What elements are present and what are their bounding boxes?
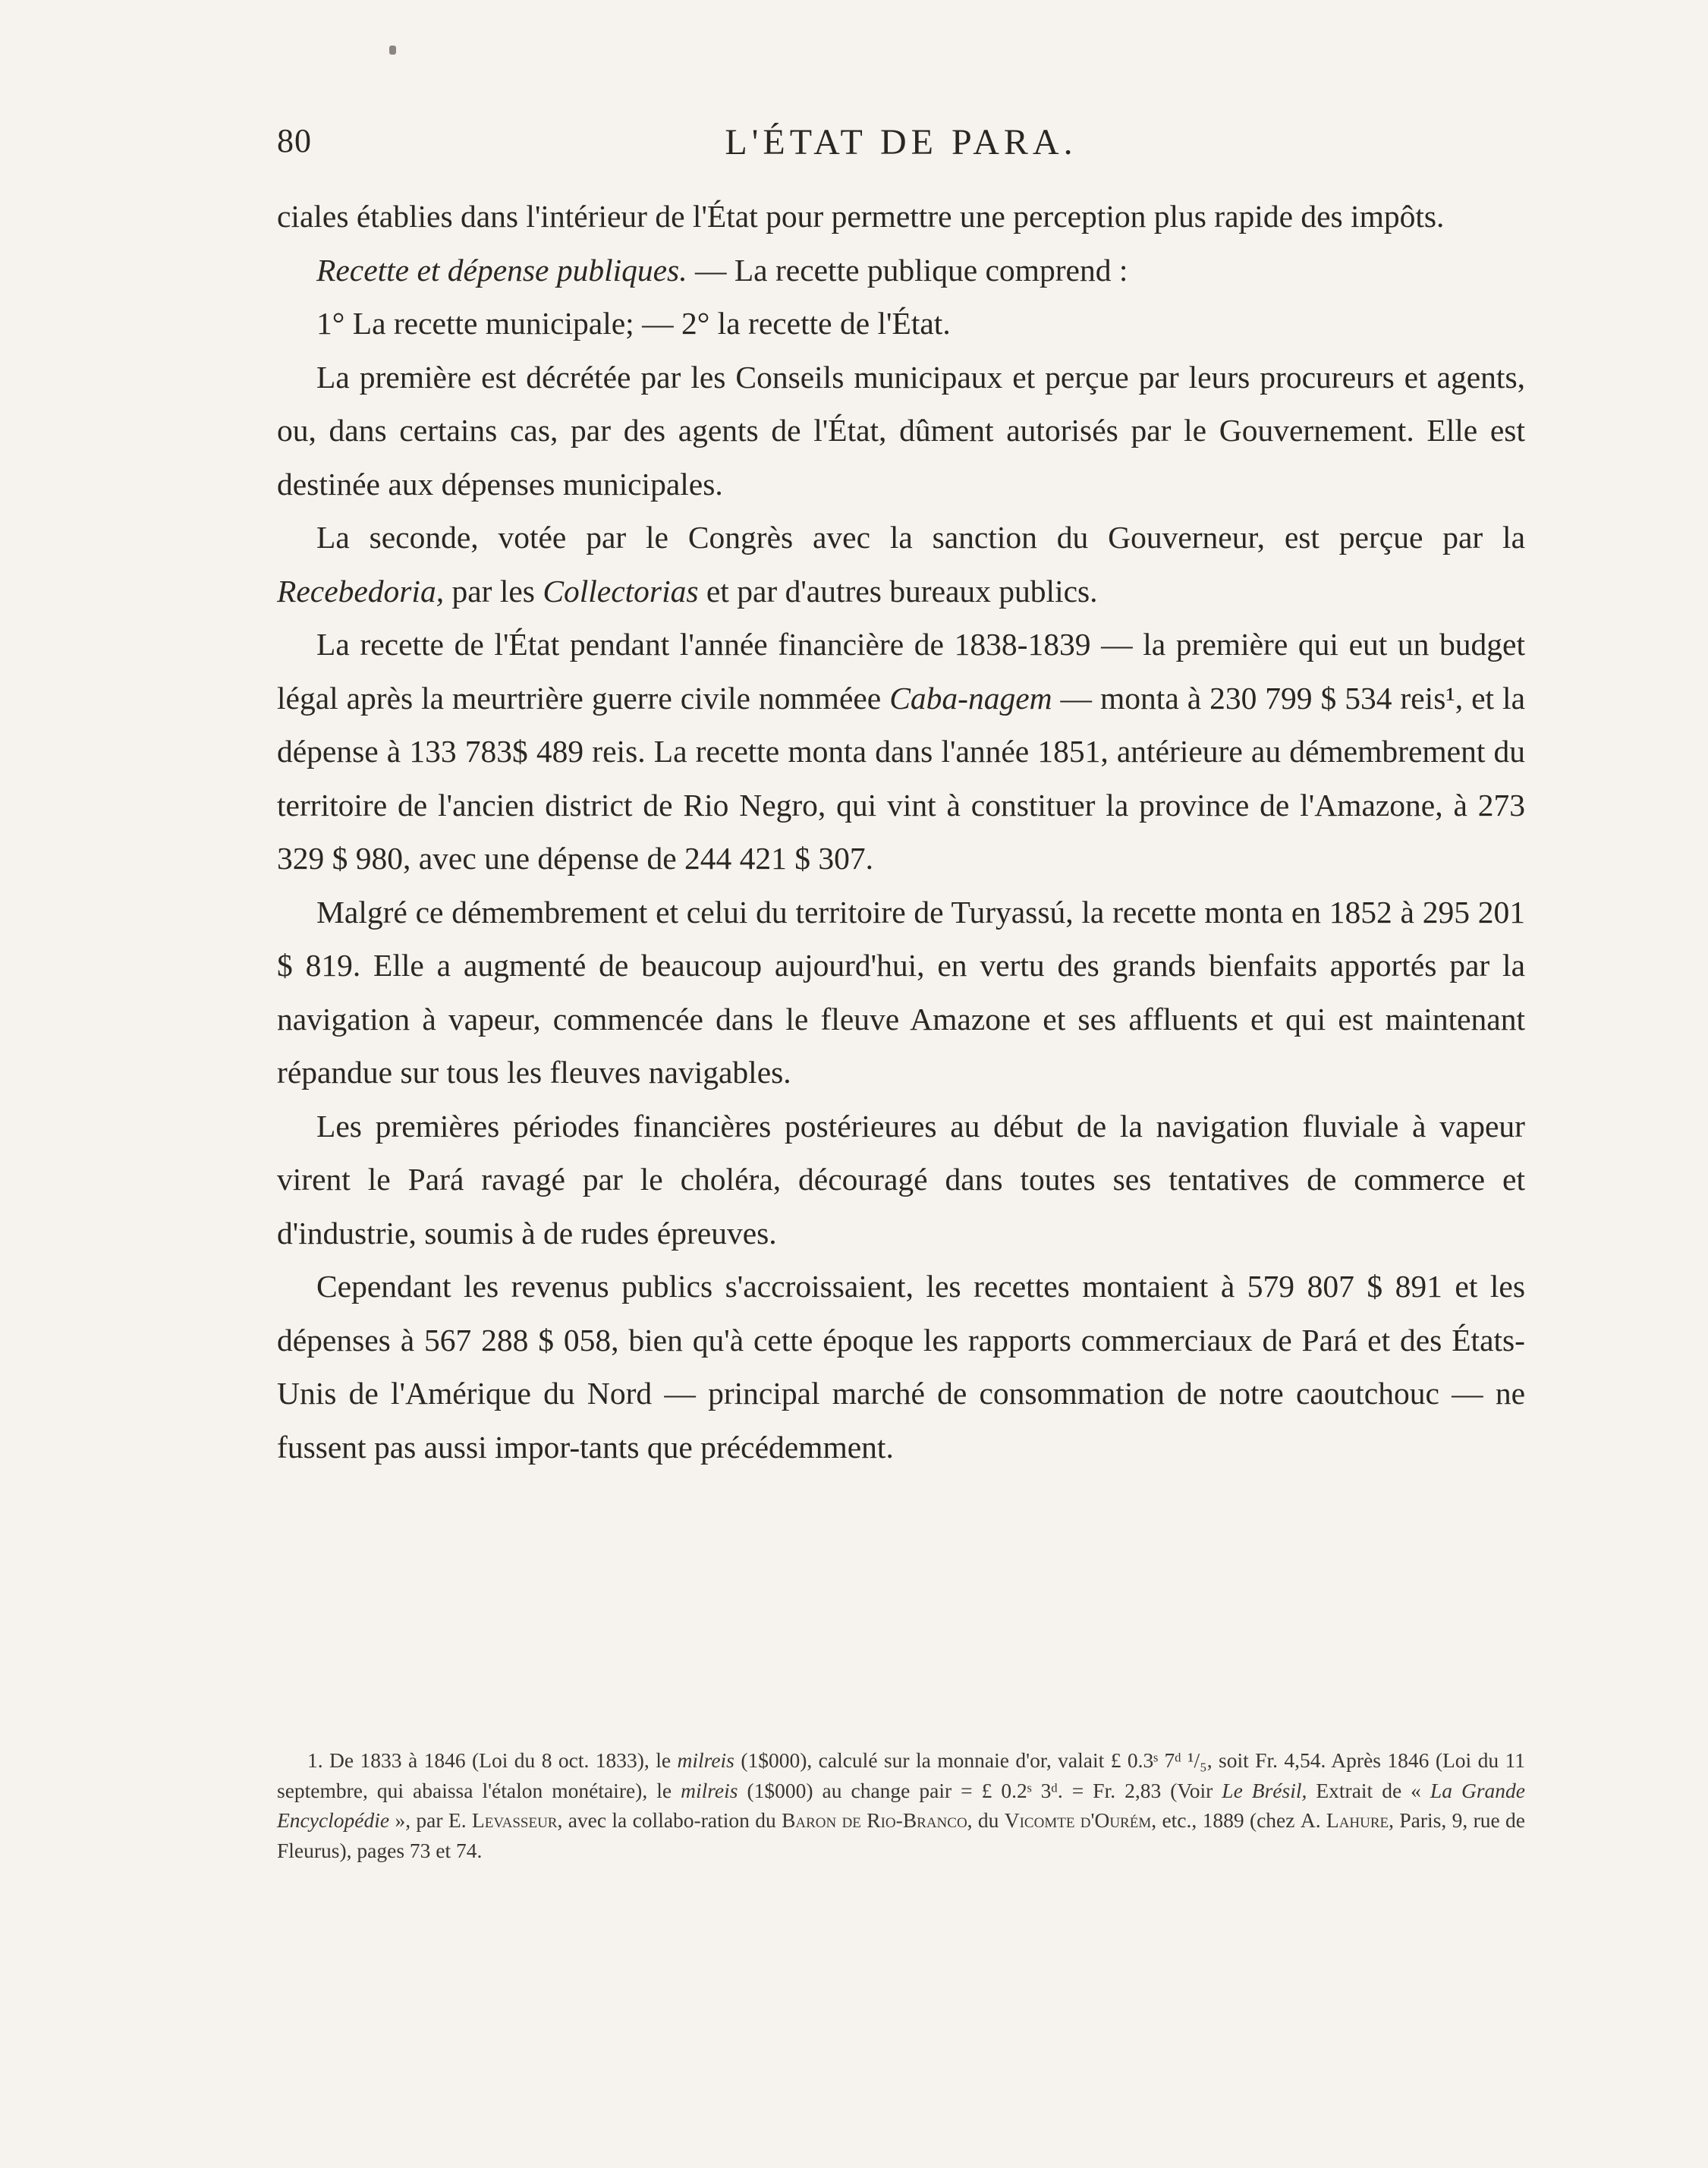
- footnotes: [277, 1745, 1525, 1865]
- paragraph: Malgré ce démembrement et celui du territoire de Turyassú, la recette monta en 1852 à 295 201 $ 819. Elle a augmenté de beaucoup aujourd'hui, en vertu des grands bienfaits apportés par la navigation à vapeur, commencée dans le fleuve Amazone et ses affluents et qui est maintenant répandue sur tous les fleuves navigables.: [277, 894, 1525, 1090]
- main-text: [277, 190, 1525, 1474]
- section-heading: Recette et dépense publiques.: [316, 252, 687, 288]
- text-run: , du: [967, 1808, 1005, 1832]
- ink-speck: [389, 46, 396, 55]
- text-run: par les: [444, 573, 543, 609]
- text-run: , Paris, 9, rue de Fleurus), pages 73 et 74.: [277, 1808, 1525, 1862]
- text-run: La recette de l'État pendant l'année financière de 1838-1839 — la première qui eut un budget légal après la meurtrière guerre civile nomméee: [277, 627, 1525, 716]
- italic-term: Collectorias: [543, 573, 699, 609]
- italic-term: La Grande Encyclopédie: [277, 1778, 1525, 1832]
- author-name: Vicomte d'Ourém: [1004, 1808, 1152, 1832]
- text-run: (1$000) au change pair = £ 0.2ˢ 3ᵈ. = Fr. 2,83 (Voir: [738, 1778, 1222, 1802]
- page-number: 80: [277, 122, 312, 159]
- text-run: Extrait de «: [1307, 1778, 1430, 1802]
- italic-term: milreis: [677, 1748, 734, 1772]
- text-run: — monta à 230 799 $ 534 reis¹, et la dépense à 133 783$ 489 reis. La recette monta dans l'année 1851, antérieure au démembrement du territoire de l'ancien district de Rio Negro, qui vint à constituer la province de l'Amazone, à 273 329 $ 980, avec une dépense de 244 421 $ 307.: [277, 680, 1525, 876]
- author-name: E. Levasseur: [448, 1808, 558, 1832]
- publisher-name: A. Lahure: [1300, 1808, 1389, 1832]
- italic-term: Recebedoria,: [277, 573, 445, 609]
- paragraph-section-heading: [277, 244, 1525, 297]
- paragraph: Cependant les revenus publics s'accroissaient, les recettes montaient à 579 807 $ 891 et les dépenses à 567 288 $ 058, bien qu'à cette époque les rapports commerciaux de Pará et des États-Unis de l'Amérique du Nord — principal marché de consommation de notre caoutchouc — ne fussent pas aussi impor-tants que précédemment.: [277, 1269, 1525, 1465]
- italic-term: Le Brésil,: [1222, 1778, 1307, 1802]
- text-run: 1. De 1833 à 1846 (Loi du 8 oct. 1833), le: [307, 1748, 678, 1772]
- text-run: , avec la collabo-ration du: [557, 1808, 782, 1832]
- text-run: , etc., 1889 (chez: [1151, 1808, 1301, 1832]
- footnote: [277, 1745, 1525, 1865]
- paragraph: Les premières périodes financières postérieures au début de la navigation fluviale à vapeur virent le Pará ravagé par le choléra, découragé dans toutes ses tentatives de commerce et d'industrie, soumis à de rudes épreuves.: [277, 1108, 1525, 1251]
- paragraph-list: 1° La recette municipale; — 2° la recette de l'État.: [316, 306, 951, 341]
- italic-term: milreis: [681, 1778, 738, 1802]
- paragraph: [277, 511, 1525, 618]
- italic-term: Caba-nagem: [889, 680, 1052, 716]
- paragraph-continuation: ciales établies dans l'intérieur de l'État pour permettre une perception plus rapide des impôts.: [277, 199, 1445, 234]
- page-header: [277, 121, 1525, 175]
- heading-text: — La recette publique comprend :: [687, 252, 1128, 288]
- text-run: (1$000), calculé sur la monnaie d'or, valait £ 0.3ˢ 7ᵈ ¹/₅, soit Fr. 4,54. Après 1846 (Loi du 11 septembre, qui abaissa l'étalon monétaire), le: [277, 1748, 1526, 1802]
- paragraph: La première est décrétée par les Conseils municipaux et perçue par leurs procureurs et agents, ou, dans certains cas, par des agents de l'État, dûment autorisés par le Gouvernement. Elle est destinée aux dépenses municipales.: [277, 359, 1525, 502]
- paragraph: [277, 618, 1525, 886]
- running-title: L'ÉTAT DE PARA.: [725, 122, 1077, 162]
- author-name: Baron de Rio-Branco: [782, 1808, 967, 1832]
- text-run: », par: [389, 1808, 448, 1832]
- text-run: La seconde, votée par le Congrès avec la sanction du Gouverneur, est perçue par la: [316, 520, 1525, 555]
- text-run: et par d'autres bureaux publics.: [698, 573, 1098, 609]
